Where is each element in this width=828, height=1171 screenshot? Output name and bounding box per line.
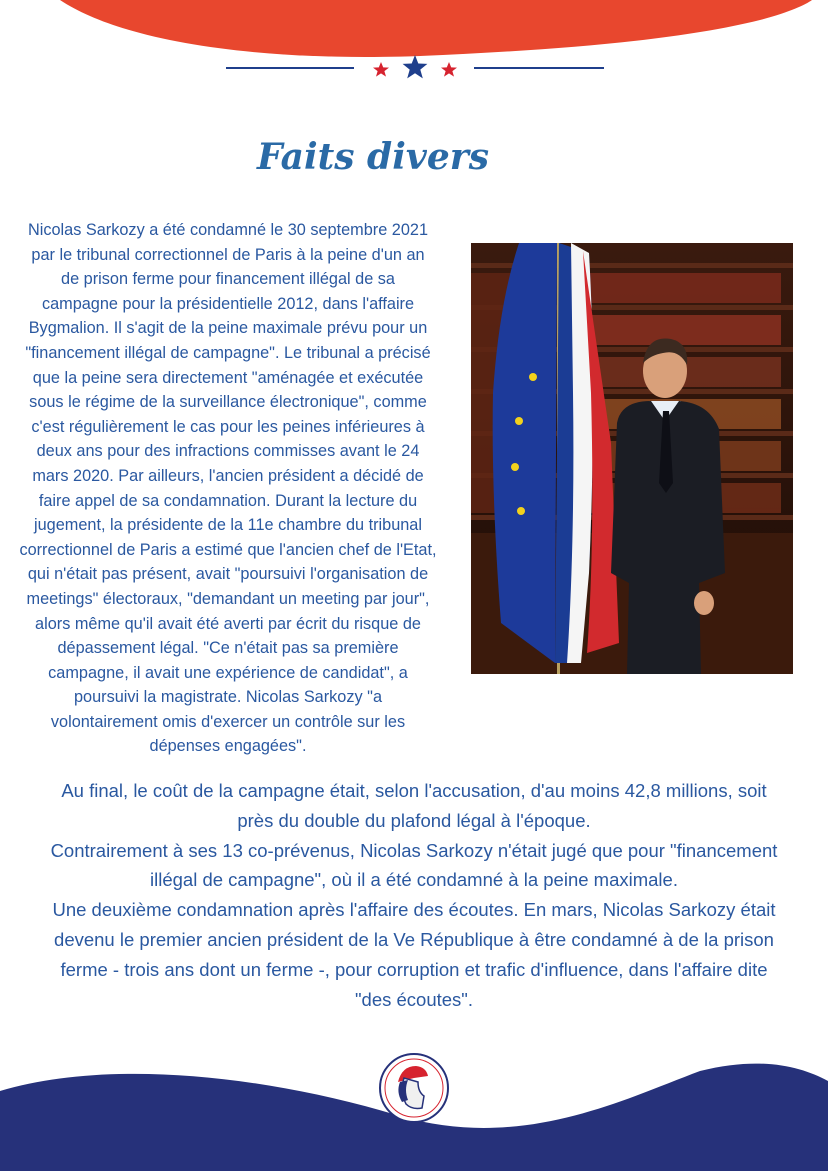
article-line: campagne pour la présidentielle 2012, dans l'affaire xyxy=(41,294,415,313)
article-line: poursuivi la magistrate. Nicolas Sarkozy "a xyxy=(73,688,382,707)
red-star-icon xyxy=(373,62,389,77)
article-line: volontairement omis d'exercer un contrôle sur les xyxy=(50,712,406,731)
marianne-logo-icon xyxy=(378,1052,450,1124)
lower-line: ferme - trois ans dont un ferme -, pour corruption et trafic d'influence, dans l'affaire dite xyxy=(60,958,768,980)
article-line: Nicolas Sarkozy a été condamné le 30 septembre 2021 xyxy=(27,221,429,239)
article-line: campagne, il avait une expérience de candidat", a xyxy=(48,663,408,682)
article-line: sous le régime de la surveillance électronique", comme xyxy=(29,393,427,412)
article-line: de prison ferme pour financement illégal de sa xyxy=(61,270,395,289)
article-line: que la peine sera directement "aménagée et exécutée xyxy=(32,368,424,387)
lower-line: près du double du plafond légal à l'époque. xyxy=(237,809,591,831)
divider-line-right xyxy=(474,67,604,69)
article-line: jugement, la présidente de la 11e chambre du tribunal xyxy=(34,516,422,535)
page-title: Faits divers xyxy=(257,136,489,178)
article-line: correctionnel de Paris a estimé que l'ancien chef de l'Etat, xyxy=(19,540,437,559)
divider-line-left xyxy=(226,67,354,69)
lower-line: devenu le premier ancien président de la Ve République à être condamné à de la prison xyxy=(54,928,774,950)
article-line: meetings" électoraux, "demandant un meeting par jour", xyxy=(26,589,430,608)
stars-ornament xyxy=(365,52,465,86)
lower-line: Une deuxième condamnation après l'affaire des écoutes. En mars, Nicolas Sarkozy était xyxy=(52,899,776,921)
lower-line: illégal de campagne", où il a été condamné à la peine maximale. xyxy=(150,869,678,891)
article-line: dépenses engagées". xyxy=(149,737,307,756)
article-line: dépassement légal. "Ce n'était pas sa première xyxy=(57,639,399,658)
article-line: c'est régulièrement le cas pour les peines inférieures à xyxy=(31,417,425,436)
red-star-icon xyxy=(441,62,457,77)
lower-line: Au final, le coût de la campagne était, selon l'accusation, d'au moins 42,8 millions, soit xyxy=(61,780,767,801)
lower-text xyxy=(0,776,828,1014)
blue-star-icon xyxy=(403,55,428,78)
article-line: deux ans pour des infractions commisses avant le 24 xyxy=(36,442,420,461)
article-line: faire appel de sa condamnation. Durant la lecture du xyxy=(38,491,418,510)
article-line: "financement illégal de campagne". Le tribunal a précisé xyxy=(25,343,431,362)
article-line: par le tribunal correctionnel de Paris à la peine d'un an xyxy=(31,245,425,264)
article-line: Bygmalion. Il s'agit de la peine maximale prévu pour un xyxy=(28,319,428,338)
lower-line: Contrairement à ses 13 co-prévenus, Nicolas Sarkozy n'était jugé que pour "financement xyxy=(50,839,778,861)
article-line: qui n'était pas présent, avait "poursuivi l'organisation de xyxy=(27,565,429,584)
article-body xyxy=(0,218,456,759)
portrait-photo xyxy=(471,243,793,674)
article-line: mars 2020. Par ailleurs, l'ancien président a décidé de xyxy=(32,466,424,485)
article-line: alors même qu'il avait été averti par écrit du risque de xyxy=(35,614,421,633)
lower-line: "des écoutes". xyxy=(354,988,474,1010)
